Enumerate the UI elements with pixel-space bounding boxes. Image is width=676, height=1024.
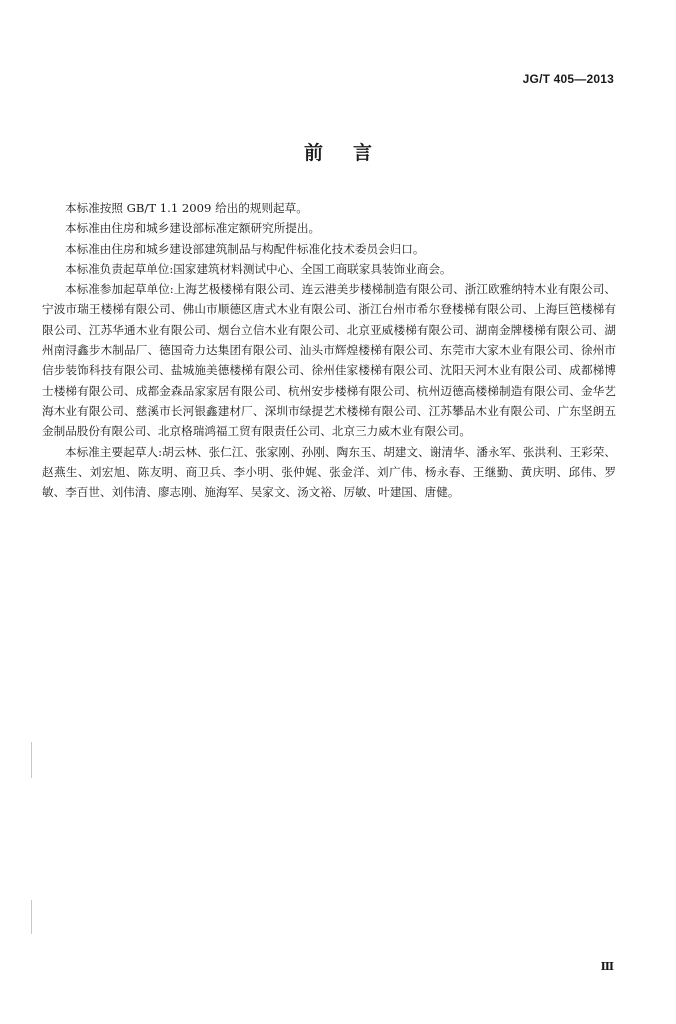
paragraph-drafting-rules: 本标准按照 GB/T 1.1 2009 给出的规则起草。 bbox=[65, 201, 308, 215]
paragraph-lead-drafters: 本标准负责起草单位:国家建筑材料测试中心、全国工商联家具装饰业商会。 bbox=[65, 261, 452, 276]
paragraph-main-drafters: 本标准主要起草人:胡云林、张仁江、张家刚、孙刚、陶东玉、胡建文、谢清华、潘永军、张洪利、王彩荣、赵燕生、刘宏旭、陈友明、商卫兵、李小明、张仲娓、张金洋、刘广伟、杨永春、王继勤、黄庆明、邱伟、罗敏、李百世、刘伟清、廖志刚、施海军、吴家文、汤文裕、厉敏、叶建国、唐健。 bbox=[42, 444, 616, 500]
paragraph-participating-drafters: 本标准参加起草单位:上海艺极楼梯有限公司、连云港美步楼梯制造有限公司、浙江欧雅纳特木业有限公司、宁波市瑞王楼梯有限公司、佛山市顺德区唐式木业有限公司、浙江台州市希尔登楼梯有限公司、上海巨笆楼梯有限公司、江苏华通木业有限公司、烟台立信木业有限公司、北京亚威楼梯有限公司、湖南金牌楼梯有限公司、湖州南浔鑫步木制品厂、德国奇力达集团有限公司、汕头市辉煌楼梯有限公司、东莞市大家木业有限公司、徐州市信步装饰科技有限公司、盐城施美德楼梯有限公司、徐州佳家楼梯有限公司、沈阳天河木业有限公司、成都梯博士楼梯有限公司、成都金森品家家居有限公司、杭州安步楼梯有限公司、杭州迈德高楼梯制造有限公司、金华艺海木业有限公司、慈溪市长河银鑫建材厂、深圳市绿提艺术楼梯有限公司、江苏攀品木业有限公司、广东坚朗五金制品股份有限公司、北京格瑞鸿福工贸有限责任公司、北京三力威木业有限公司。 bbox=[42, 282, 616, 439]
foreword-body bbox=[42, 198, 616, 502]
page-title: 前言 bbox=[303, 142, 402, 164]
paragraph-proposer: 本标准由住房和城乡建设部标准定额研究所提出。 bbox=[65, 221, 321, 236]
scan-mark-bottom bbox=[31, 900, 32, 934]
paragraph-committee: 本标准由住房和城乡建设部建筑制品与构配件标准化技术委员会归口。 bbox=[65, 241, 425, 256]
page-number: Ⅲ bbox=[600, 960, 614, 973]
standard-number: JG/T 405—2013 bbox=[522, 72, 614, 86]
scan-mark-top bbox=[31, 742, 32, 778]
